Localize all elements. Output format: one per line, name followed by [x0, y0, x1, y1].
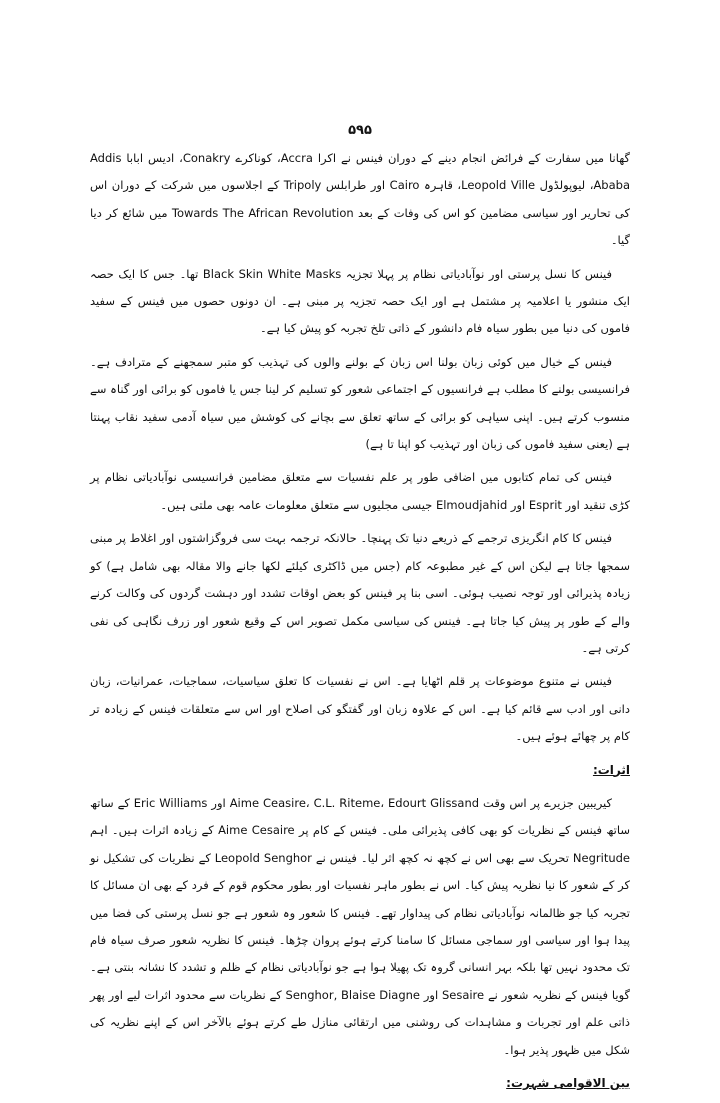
paragraph: کیریبین جزیرے پر اس وقت Aime Ceasire، C.L. Riteme، Edourt Glissand اور Eric Williams کے ساتھ ساتھ فینس کے نظریات کو بھی کافی پذیرائی ملی۔ فینس کے کام پر Aime Cesaire کے زیادہ اثرات ہیں۔ اہم Negritude تحریک سے بھی اس نے کچھ نہ کچھ اثر لیا۔ فینس نے Leopold Senghor کے نظریات کی تشکیل نو کر کے شعور کا نیا نظریہ پیش کیا۔ اس نے بطور ماہر نفسیات اور بطور محکوم قوم کے فرد کے بھی ان مسائل کا تجربہ کیا جو ظالمانہ نوآبادیاتی نظام کی پیداوار تھے۔ فینس کا شعور وہ شعور ہے جو نسل پرستی کی فضا میں پیدا ہوا اور سیاسی اور سماجی مسائل کا سامنا کرتے ہوئے پروان چڑھا۔ فینس کا نظریہ شعور صرف سیاہ فام تک محدود نہیں تھا بلکہ بہر انسانی گروہ تک پھیلا ہوا ہے جو نوآبادیاتی نظام کے ظلم و تشدد کا نشانہ بنتی ہے۔ گویا فینس کے نظریہ شعور نے Sesaire اور Senghor, Blaise Diagne کے نظریات سے محدود اثرات لیے اور پھر ذاتی علم اور تجربات و مشاہدات کی روشنی میں ارتقائی منازل طے کرتے ہوئے بالآخر اس کے اپنے نظریہ کی شکل میں ظہور پذیر ہوا۔ [90, 795, 630, 1057]
paragraph: گھانا میں سفارت کے فرائض انجام دینے کے دوران فینس نے اکرا Accra، کوناکرے Conakry، ادیس ابابا Addis Ababa، لیوپولڈول Leopold Ville، قاہرہ Cairo اور طرابلس Tripoly کے اجلاسوں میں شرکت کے دوران اس کی تحاریر اور سیاسی مضامین کو اس کی وفات کے بعد Towards The African Revolution میں شائع کر دیا گیا۔ [90, 151, 630, 248]
section-heading-influence: اثرات: [592, 762, 630, 777]
section-heading-international: بین الاقوامی شہرت: [506, 1076, 630, 1090]
paragraph: فینس کے خیال میں کوئی زبان بولنا اس زبان کے بولنے والوں کی تہذیب کو متبر سمجھنے کے مترادف ہے۔ فرانسیسی بولنے کا مطلب ہے فرانسیوں کے اجتماعی شعور کو تسلیم کر لینا جس یا فاموں کو برائی اور گناہ سے منسوب کرتے ہیں۔ اپنی سیاہی کو برائی کے ساتھ تعلق سے بچانے کی کوشش میں سیاہ آدمی سفید نقاب پہنتا ہے (یعنی سفید فاموں کی زبان اور تہذیب کو اپنا تا ہے) [90, 354, 630, 452]
document-body [90, 145, 630, 1103]
paragraph: فینس نے متنوع موضوعات پر قلم اٹھایا ہے۔ اس نے نفسیات کا تعلق سیاسیات، سماجیات، عمرانیات، زبان دانی اور ادب سے قائم کیا ہے۔ اس کے علاوہ زبان اور گفتگو کی اصلاح اور اس سے متعلقات فینس کے زیادہ تر کام پر چھائے ہوئے ہیں۔ [90, 674, 630, 744]
page-number: ۵۹۵ [348, 123, 372, 138]
paragraph: فینس کا کام انگریزی ترجمے کے ذریعے دنیا تک پہنچا۔ حالانکہ ترجمہ بہت سی فروگزاشتوں اور اغلاط پر مبنی سمجھا جاتا ہے لیکن اس کے غیر مطبوعہ کام (جس میں ڈاکٹری کیلئے لکھا جانے والا مقالہ بھی شامل ہے) کو زیادہ پذیرائی اور توجہ نصیب ہوئی۔ اسی بنا پر فینس کو بعض اوقات تشدد اور دہشت گردوں کی وکالت کرنے والے کے طور پر پیش کیا جاتا ہے۔ فینس کی سیاسی مکمل تصویر اس کے وقیع شعور اور زرف نگاہی کی نفی کرتی ہے۔ [90, 531, 630, 655]
paragraph: فینس کا نسل پرستی اور نوآبادیاتی نظام پر پہلا تجزیہ Black Skin White Masks تھا۔ جس کا ایک حصہ ایک منشور یا اعلامیہ پر مشتمل ہے اور ایک حصہ تجزیہ پر مبنی ہے۔ ان دونوں حصوں میں فینس کے سفید فاموں کی دنیا میں بطور سیاہ فام دانشور کے ذاتی تلخ تجربہ کو پیش کیا ہے۔ [90, 266, 630, 336]
paragraph: فینس کی تمام کتابوں میں اضافی طور پر علم نفسیات سے متعلق مضامین فرانسیسی نوآبادیاتی نظام پر کڑی تنقید اور Esprit اور Elmoudjahid جیسی مجلیوں سے متعلق معلومات عامہ بھی ملتی ہیں۔ [90, 470, 630, 512]
